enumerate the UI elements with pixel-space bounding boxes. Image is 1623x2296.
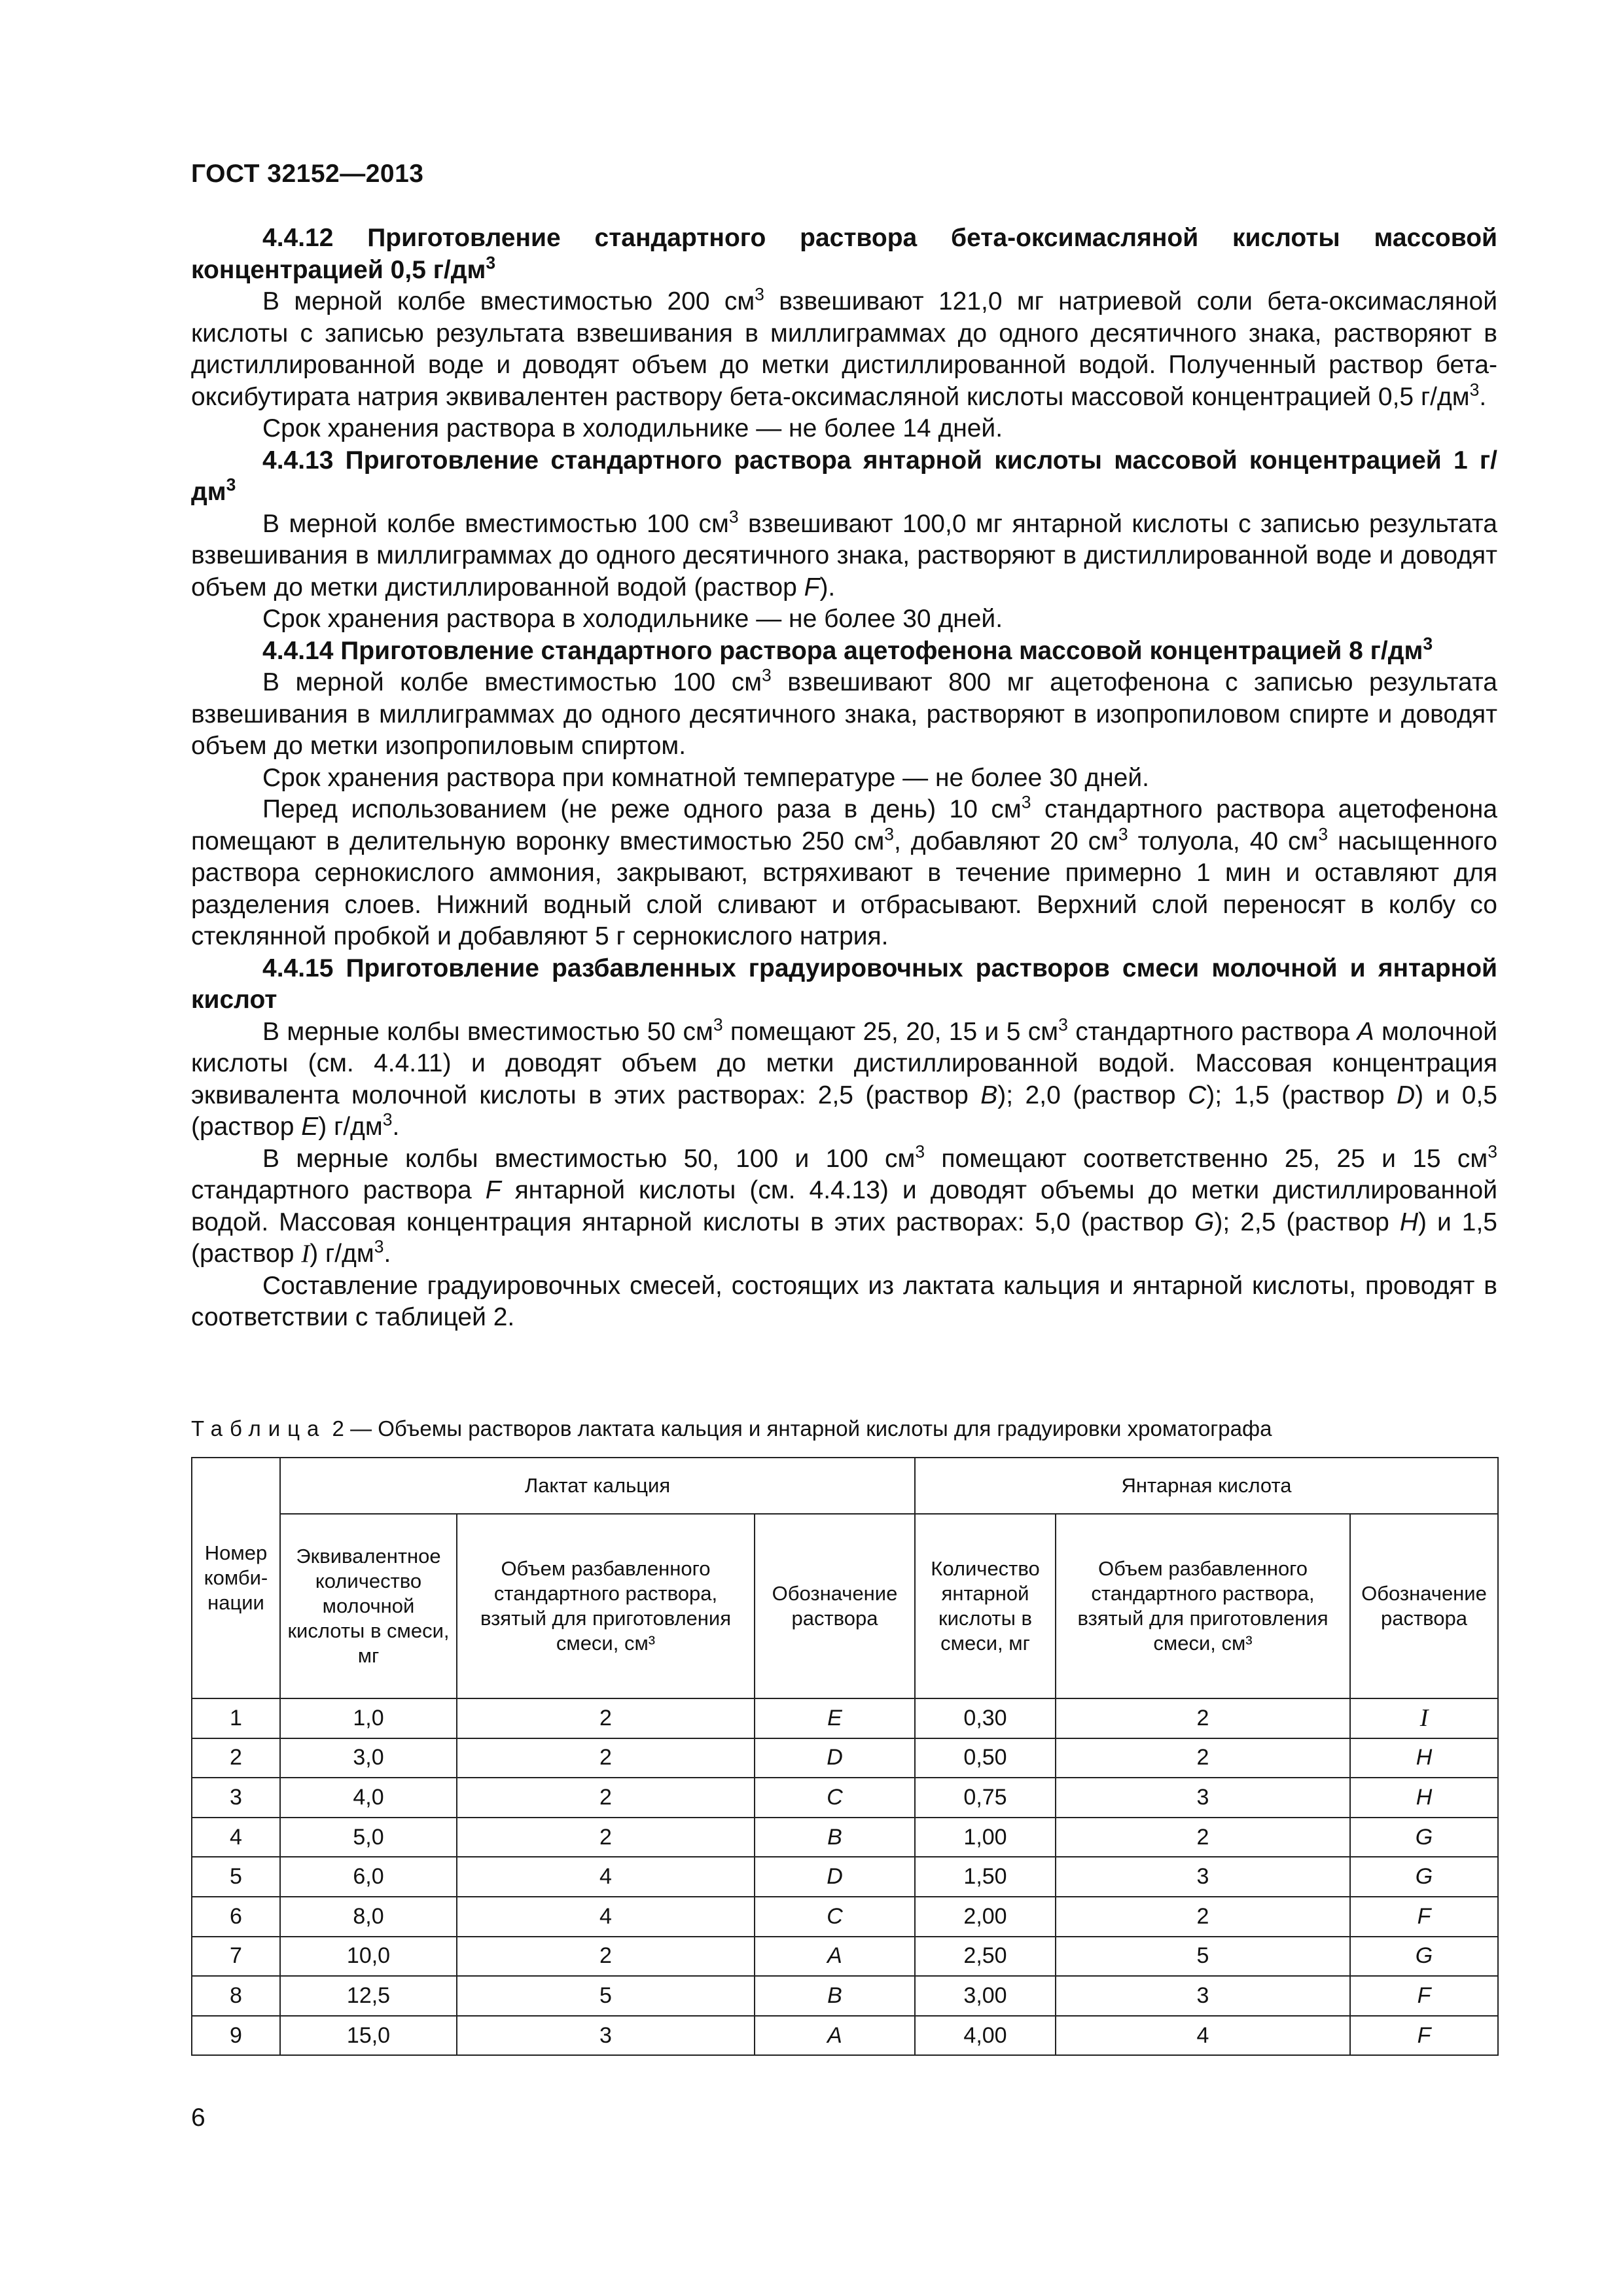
header-calcium-lactate: Лактат кальция (280, 1458, 915, 1514)
paragraph: В мерные колбы вместимостью 50 $см^3$ помещают 25, 20, 15 и 5 $см^3$ стандартного раствора A молочной кислоты (см. 4.4.11) и доводят объем до метки дистиллированной водой. Массовая концентрация эквивалента молочной кислоты в этих растворах: 2,5 (раствор B); 2,0 (раствор C); 1,5 (раствор D) и 0,5 (раствор E) $г/дм^3$. (191, 1014, 1497, 1141)
header-lactic-quantity: Эквивалентное количество молочной кислоты в смеси, мг (280, 1514, 457, 1698)
table-cell: D (755, 1738, 915, 1778)
header-succinic-designation: Обозначение раствора (1350, 1514, 1498, 1698)
header-succinic-acid: Янтарная кислота (915, 1458, 1498, 1514)
table-cell: 6 (192, 1897, 280, 1937)
table-cell: 1 (192, 1698, 280, 1738)
table-cell: E (755, 1698, 915, 1738)
table-cell: D (755, 1857, 915, 1897)
table-caption (191, 1416, 1272, 1441)
table-cell: A (755, 1937, 915, 1977)
section-heading: 4.4.12 Приготовление стандартного раствора бета-оксимасляной кислоты массовой концентрацией 0,5 $г/дм^3$ (191, 224, 1497, 284)
table-cell: I (1350, 1698, 1498, 1738)
table-row (192, 2016, 1498, 2056)
table-cell: 2,50 (915, 1937, 1056, 1977)
paragraph: Составление градуировочных смесей, состоящих из лактата кальция и янтарной кислоты, проводят в соответствии с таблицей 2. (191, 1271, 1497, 1331)
table-cell: 5 (192, 1857, 280, 1897)
table-cell: 3 (1056, 1778, 1350, 1818)
table-cell: 0,30 (915, 1698, 1056, 1738)
table-cell: 4 (457, 1857, 755, 1897)
section-heading: 4.4.15 Приготовление разбавленных градуировочных растворов смеси молочной и янтарной кислот (191, 954, 1497, 1014)
table-row (192, 1698, 1498, 1738)
table-cell: 8 (192, 1976, 280, 2016)
header-lactic-volume: Объем разбавленного стандартного раствора, взятый для приготовления смеси, см³ (457, 1514, 755, 1698)
table-caption-text: 2 — Объемы растворов лактата кальция и янтарной кислоты для градуировки хроматографа (326, 1416, 1272, 1441)
table-caption-word: Таблица (191, 1416, 327, 1441)
table-cell: 2 (457, 1698, 755, 1738)
table-cell: 7 (192, 1937, 280, 1977)
table-cell: B (755, 1976, 915, 2016)
table-cell: H (1350, 1738, 1498, 1778)
section-heading: 4.4.14 Приготовление стандартного раствора ацетофенона массовой концентрацией 8 $г/дм^3$ (262, 633, 1433, 665)
table-cell: B (755, 1818, 915, 1857)
document-body (191, 223, 1497, 1334)
table-row (192, 1937, 1498, 1977)
table-cell: 4,00 (915, 2016, 1056, 2056)
table-row (192, 1976, 1498, 2016)
table-cell: 0,50 (915, 1738, 1056, 1778)
table-cell: C (755, 1778, 915, 1818)
table-cell: 4,0 (280, 1778, 457, 1818)
table-row (192, 1738, 1498, 1778)
table-cell: 2 (457, 1778, 755, 1818)
table-row (192, 1778, 1498, 1818)
table-cell: G (1350, 1857, 1498, 1897)
table-cell: 2 (457, 1937, 755, 1977)
table-cell: 5,0 (280, 1818, 457, 1857)
table-cell: 1,50 (915, 1857, 1056, 1897)
table-cell: 2 (457, 1738, 755, 1778)
table-cell: 2 (1056, 1698, 1350, 1738)
table-cell: F (1350, 1976, 1498, 2016)
table-cell: 4 (192, 1818, 280, 1857)
table-cell: 5 (457, 1976, 755, 2016)
table-cell: 2 (457, 1818, 755, 1857)
paragraph: Срок хранения раствора при комнатной температуре — не более 30 дней. (262, 763, 1149, 792)
table-cell: F (1350, 1897, 1498, 1937)
header-combination-number: Номер комби-нации (192, 1458, 280, 1698)
table-cell: 3 (1056, 1976, 1350, 2016)
table-row (192, 1857, 1498, 1897)
table-row (192, 1897, 1498, 1937)
paragraph: Перед использованием (не реже одного раза в день) 10 $см^3$ стандартного раствора ацетофенона помещают в делительную воронку вместимостью 250 $см^3$, добавляют 20 $см^3$ толуола, 40 $см^3$ насыщенного раствора сернокислого аммония, закрывают, встряхивают в течение примерно 1 мин и оставляют для разделения слоев. Нижний водный слой сливают и отбрасывают. Верхний слой переносят в колбу со стеклянной пробкой и добавляют 5 г сернокислого натрия. (191, 792, 1497, 950)
table-cell: 12,5 (280, 1976, 457, 2016)
table-cell: 3 (1056, 1857, 1350, 1897)
page-number: 6 (191, 2104, 205, 2132)
table-cell: G (1350, 1937, 1498, 1977)
header-lactic-designation: Обозначение раствора (755, 1514, 915, 1698)
table-cell: 2,00 (915, 1897, 1056, 1937)
table-cell: A (755, 2016, 915, 2056)
table-cell: C (755, 1897, 915, 1937)
table-cell: 2 (192, 1738, 280, 1778)
table-cell: 8,0 (280, 1897, 457, 1937)
calibration-table (191, 1457, 1499, 2056)
table-cell: 9 (192, 2016, 280, 2056)
header-succinic-quantity: Количество янтарной кислоты в смеси, мг (915, 1514, 1056, 1698)
paragraph: В мерной колбе вместимостью 100 $см^3$ взвешивают 800 мг ацетофенона с записью результата взвешивания в миллиграммах до одного десятичного знака, растворяют в изопропиловом спирте и доводят объем до метки изопропиловым спиртом. (191, 665, 1497, 760)
paragraph: В мерной колбе вместимостью 200 $см^3$ взвешивают 121,0 мг натриевой соли бета-оксимасляной кислоты с записью результата взвешивания в миллиграммах до одного десятичного знака, растворяют в дистиллированной воде и доводят объем до метки дистиллированной водой. Полученный раствор бета-оксибутирата натрия эквивалентен раствору бета-оксимасляной кислоты массовой концентрацией 0,5 $г/дм^3$. (191, 284, 1497, 411)
table-cell: 1,0 (280, 1698, 457, 1738)
section-heading: 4.4.13 Приготовление стандартного раствора янтарной кислоты массовой концентрацией 1 $г/дм^3$ (191, 446, 1497, 506)
table-cell: 3 (457, 2016, 755, 2056)
table-cell: 10,0 (280, 1937, 457, 1977)
document-header: ГОСТ 32152—2013 (191, 160, 424, 188)
table-cell: 5 (1056, 1937, 1350, 1977)
table-row (192, 1818, 1498, 1857)
paragraph: В мерные колбы вместимостью 50, 100 и 100 $см^3$ помещают соответственно 25, 25 и 15 $см^3$ стандартного раствора F янтарной кислоты (см. 4.4.13) и доводят объемы до метки дистиллированной водой. Массовая концентрация янтарной кислоты в этих растворах: 5,0 (раствор G); 2,5 (раствор H) и 1,5 (раствор I) $г/дм^3$. (191, 1141, 1498, 1268)
table-cell: G (1350, 1818, 1498, 1857)
table-cell: 6,0 (280, 1857, 457, 1897)
header-succinic-volume: Объем разбавленного стандартного раствора, взятый для приготовления смеси, см³ (1056, 1514, 1350, 1698)
table-cell: 3,00 (915, 1976, 1056, 2016)
table-cell: 1,00 (915, 1818, 1056, 1857)
table-cell: H (1350, 1778, 1498, 1818)
table-cell: 4 (1056, 2016, 1350, 2056)
table-cell: 15,0 (280, 2016, 457, 2056)
table-cell: 2 (1056, 1738, 1350, 1778)
table-cell: 2 (1056, 1818, 1350, 1857)
paragraph: Срок хранения раствора в холодильнике — не более 14 дней. (262, 414, 1003, 442)
table-cell: F (1350, 2016, 1498, 2056)
paragraph: В мерной колбе вместимостью 100 $см^3$ взвешивают 100,0 мг янтарной кислоты с записью результата взвешивания в миллиграммах до одного десятичного знака, растворяют в дистиллированной воде и доводят объем до метки дистиллированной водой (раствор F). (191, 506, 1497, 601)
table-cell: 3 (192, 1778, 280, 1818)
table-body (192, 1698, 1498, 2055)
table-cell: 4 (457, 1897, 755, 1937)
table-cell: 3,0 (280, 1738, 457, 1778)
table-cell: 0,75 (915, 1778, 1056, 1818)
paragraph: Срок хранения раствора в холодильнике — не более 30 дней. (262, 605, 1003, 633)
table-cell: 2 (1056, 1897, 1350, 1937)
